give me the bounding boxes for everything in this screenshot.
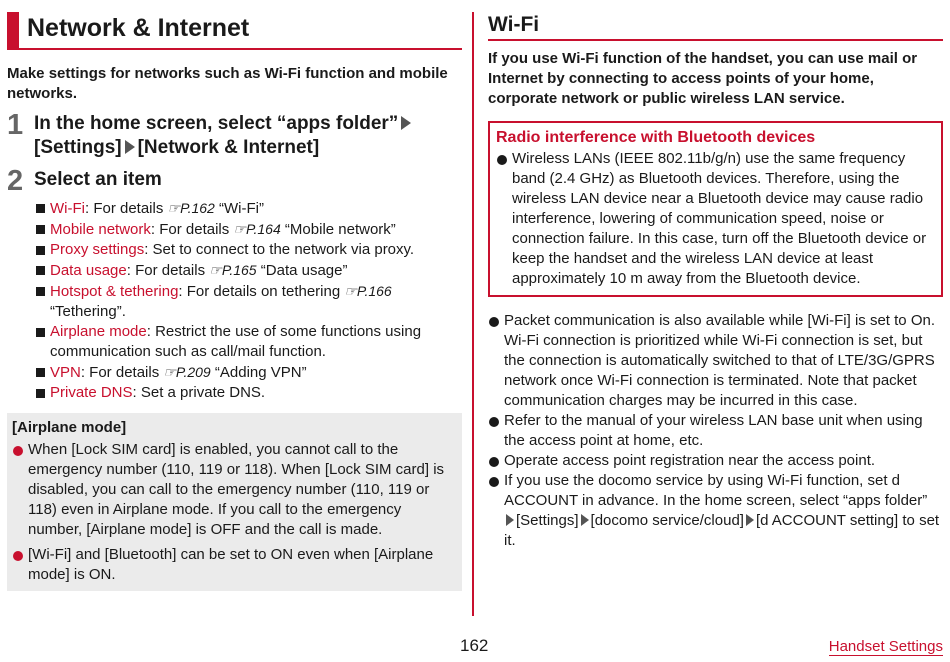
note-title: [Airplane mode]: [12, 419, 127, 436]
step-number: 2: [7, 165, 24, 197]
list-item-wifi: [34, 198, 462, 219]
bullet-dot-icon: [13, 446, 23, 456]
wifi-intro: If you use Wi-Fi function of the handset, you can use mail or Internet by connecting to access points of your home, corporate network or public wireless LAN service.: [488, 50, 918, 107]
square-bullet-icon: [36, 266, 45, 275]
list-item-data-usage: [34, 260, 462, 281]
bullet-dot-icon: [489, 457, 499, 467]
list-item-text: If you use the docomo service by using Wi-Fi function, set d ACCOUNT in advance. In the home screen, select “apps folder”: [504, 472, 928, 509]
list-item-private-dns: [34, 383, 462, 403]
list-item-hotspot-tethering: [34, 281, 462, 322]
path-d-account: [d ACCOUNT setting] to set it.: [504, 512, 940, 549]
square-bullet-icon: [36, 287, 45, 296]
item-desc: : For details: [84, 200, 168, 217]
step-1-part-1: In the home screen, select “apps folder”: [34, 113, 399, 134]
list-item-vpn: [34, 362, 462, 383]
arrow-right-icon: [125, 140, 135, 154]
page-ref[interactable]: ☞P.165: [209, 262, 257, 278]
airplane-mode-note: [7, 413, 462, 591]
caution-bullet: [496, 149, 933, 289]
left-column: [7, 12, 462, 591]
note-text: When [Lock SIM card] is enabled, you cannot call to the emergency number (110, 119 or 118). When [Lock SIM card] is disabled, you can call to the emergency number (110, 119 or 118) even in Airplane mode. If you call to the emergency number, [Airplane mode] is OFF and the call is made.: [28, 441, 445, 538]
item-desc: : For details: [126, 262, 210, 279]
list-item-text: Packet communication is also available while [Wi-Fi] is set to On. Wi-Fi connection is prioritized while Wi-Fi connection is set, but the connection is automatically switched to that of LTE/3G/GPRS network once Wi-Fi connection is terminated. Note that packet communication charges may be incurred in this case.: [504, 312, 935, 409]
step-1-part-2: [Settings]: [34, 137, 122, 158]
caution-title: Radio interference with Bluetooth devices: [496, 129, 816, 146]
wifi-notes-list: [488, 311, 943, 551]
page-ref[interactable]: ☞P.164: [233, 221, 281, 237]
square-bullet-icon: [36, 389, 45, 398]
item-desc: : Restrict the use of some functions using communication such as call/mail function.: [50, 323, 422, 360]
page-ref[interactable]: ☞P.162: [167, 200, 215, 216]
note-bullet: [12, 545, 456, 585]
header-accent-bar: [7, 12, 19, 48]
item-after: “Data usage”: [256, 262, 348, 279]
arrow-right-icon: [746, 514, 754, 526]
step-text: Select an item: [34, 169, 162, 190]
path-docomo-service: [docomo service/cloud]: [590, 512, 744, 529]
page-ref[interactable]: ☞P.166: [344, 283, 392, 299]
list-item-text: Refer to the manual of your wireless LAN base unit when using the access point at home, etc.: [504, 412, 923, 449]
section-title: Network & Internet: [27, 14, 250, 42]
square-bullet-icon: [36, 368, 45, 377]
page-ref[interactable]: ☞P.209: [163, 364, 211, 380]
bullet-dot-icon: [489, 317, 499, 327]
page-number: 162: [460, 636, 489, 655]
bullet-dot-icon: [13, 551, 23, 561]
bullet-dot-icon: [489, 477, 499, 487]
square-bullet-icon: [36, 328, 45, 337]
note-bullet: [12, 440, 456, 540]
list-item-mobile-network: [34, 219, 462, 240]
item-name[interactable]: Airplane mode: [50, 323, 147, 340]
item-after: “Tethering”.: [50, 303, 126, 320]
step-text: [34, 112, 462, 160]
list-item: [488, 451, 943, 471]
item-desc: : Set to connect to the network via proxy.: [144, 241, 415, 258]
item-name[interactable]: Data usage: [50, 262, 127, 279]
item-name[interactable]: VPN: [50, 364, 81, 381]
item-name[interactable]: Wi-Fi: [50, 200, 85, 217]
bluetooth-caution-box: [488, 121, 943, 297]
right-column: [488, 12, 943, 551]
item-name[interactable]: Proxy settings: [50, 241, 145, 258]
item-name[interactable]: Hotspot & tethering: [50, 283, 179, 300]
list-item: [488, 311, 943, 411]
item-list: [34, 198, 462, 403]
square-bullet-icon: [36, 246, 45, 255]
section-intro: Make settings for networks such as Wi-Fi function and mobile networks.: [7, 65, 448, 102]
handset-settings-link[interactable]: Handset Settings: [828, 638, 943, 655]
arrow-right-icon: [401, 116, 411, 130]
square-bullet-icon: [36, 225, 45, 234]
path-settings: [Settings]: [516, 512, 579, 529]
list-item: [488, 471, 943, 551]
step-number: 1: [7, 109, 24, 141]
square-bullet-icon: [36, 204, 45, 213]
item-desc: : For details: [150, 221, 234, 238]
wifi-section-title: Wi-Fi: [488, 12, 943, 41]
bullet-dot-icon: [497, 155, 507, 165]
caution-text: Wireless LANs (IEEE 802.11b/g/n) use the same frequency band (2.4 GHz) as Bluetooth devices. Therefore, using the wireless LAN device near a Bluetooth device may cause radio interference, lowering of communication speed, noise or connection failure. In this case, turn off the Bluetooth device or keep the handset and the wireless LAN device at least approximately 10 m away from the Bluetooth device.: [512, 150, 927, 287]
step-1: [7, 109, 462, 160]
item-after: “Adding VPN”: [210, 364, 307, 381]
item-after: “Wi-Fi”: [214, 200, 264, 217]
list-item-airplane-mode: [34, 322, 462, 362]
item-name[interactable]: Mobile network: [50, 221, 151, 238]
arrow-right-icon: [506, 514, 514, 526]
step-1-part-3: [Network & Internet]: [137, 137, 320, 158]
item-after: “Mobile network”: [280, 221, 396, 238]
column-divider: [472, 12, 474, 616]
item-desc: : For details on tethering: [178, 283, 345, 300]
bullet-dot-icon: [489, 417, 499, 427]
item-desc: : For details: [80, 364, 164, 381]
note-text: [Wi-Fi] and [Bluetooth] can be set to ON even when [Airplane mode] is ON.: [28, 546, 434, 583]
list-item-proxy-settings: [34, 240, 462, 260]
item-desc: : Set a private DNS.: [132, 384, 266, 401]
list-item-text: Operate access point registration near the access point.: [504, 452, 876, 469]
list-item: [488, 411, 943, 451]
step-2: [7, 165, 462, 403]
item-name[interactable]: Private DNS: [50, 384, 133, 401]
arrow-right-icon: [581, 514, 589, 526]
section-header: [7, 12, 462, 50]
